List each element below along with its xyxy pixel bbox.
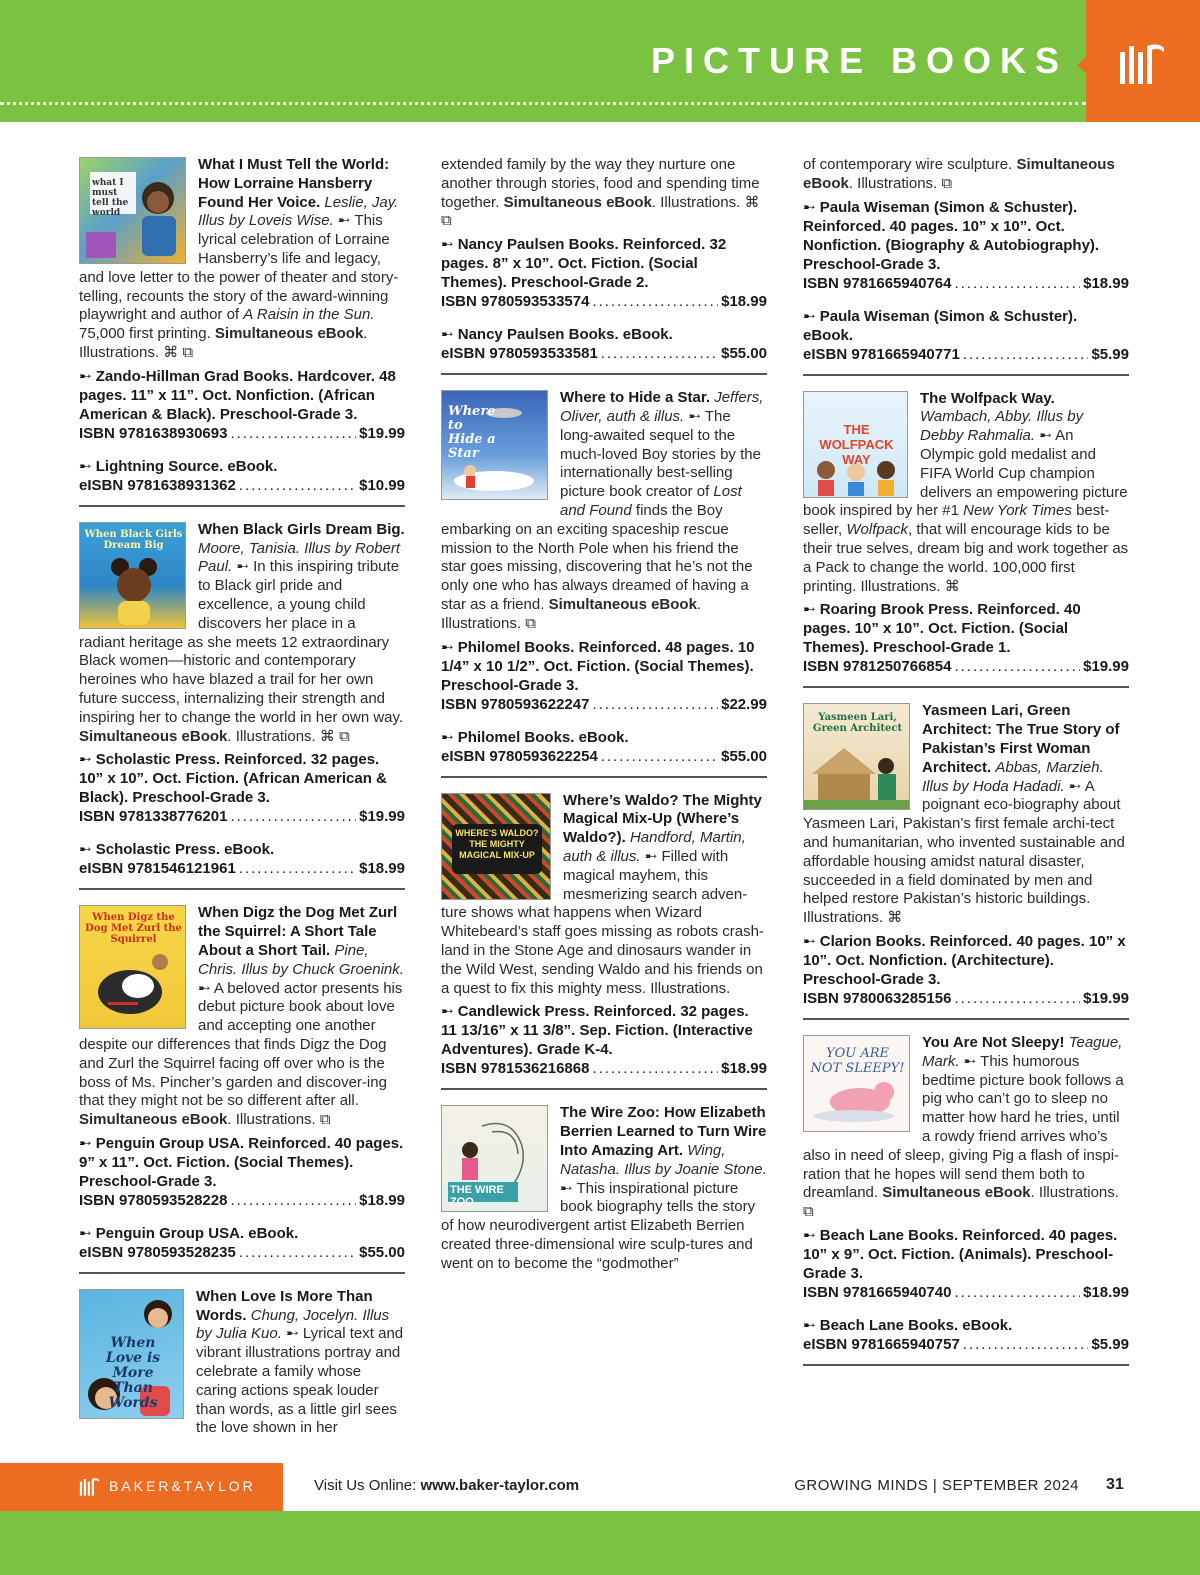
simultaneous-ebook-label: Simultaneous eBook — [882, 1184, 1031, 1202]
book-entry-wire-zoo — [441, 1104, 767, 1273]
book-description: When Love is More Than Words When Love Is More Than Words. Chung, Jocelyn. Illus by Julia Kuo. ➸ Lyrical text and vibrant illustrations portray and celebrate a family whose caring actions speak louder than words, as a little girl sees the love shown in her — [79, 1288, 405, 1438]
book-author: Pine, Chris. Illus by Chuck Groenink. — [198, 941, 404, 978]
format-line: ➸ Nancy Paulsen Books. eBook. — [441, 326, 673, 344]
price: $22.99 — [721, 695, 767, 713]
format-line: ➸ Beach Lane Books. Reinforced. 40 pages. 10” x 9”. Oct. Fiction. (Animals). Preschool-Grade 3. — [803, 1226, 1118, 1282]
cover-text: Where to Hide a Star — [448, 404, 496, 462]
book-author: Handford, Martin, auth & illus. — [563, 829, 746, 865]
cover-text: When Black Girls Dream Big — [84, 528, 183, 551]
book-cover-lari[interactable] — [803, 703, 910, 810]
isbn-line: ISBN 9780593622247 ..... $22.99 — [441, 695, 767, 714]
entry-divider — [79, 505, 405, 507]
arrow-icon: ➸ — [1068, 777, 1082, 795]
format-line: ➸ Roaring Brook Press. Reinforced. 40 pages. 10” x 10”. Oct. Fiction. (Social Themes). Preschool-Grade 1. — [803, 601, 1081, 657]
price: $55.00 — [721, 747, 767, 765]
arrow-icon: ➸ — [644, 847, 658, 865]
logo-tab — [1086, 0, 1200, 122]
isbn-line: ISBN 9781536216868 ..... $18.99 — [441, 1059, 767, 1078]
arrow-icon: ➸ — [79, 457, 96, 475]
price: $18.99 — [359, 1191, 405, 1209]
arrow-icon: ➸ — [1039, 427, 1052, 445]
cover-text: Yasmeen Lari, Green Architect — [812, 712, 903, 735]
arrow-icon: ➸ — [963, 1052, 977, 1070]
book-entry-wolfpack — [803, 390, 1129, 677]
isbn-line: ISBN 9781665940764 ..... $18.99 — [803, 274, 1129, 293]
isbn-line: eISBN 9781546121961 ..... $18.99 — [79, 859, 405, 878]
isbn-line: ISBN 9780593533574 ..... $18.99 — [441, 292, 767, 311]
format-line: ➸ Penguin Group USA. eBook. — [79, 1224, 299, 1242]
book-description: WHERE'S WALDO? THE MIGHTY MAGICAL MIX-UP Where’s Waldo? The Mighty Magical Mix-Up (Where’s Waldo?). Handford, Martin, auth & illus. ➸ Filled with magical mayhem, this mesmerizing search adven-ture shows what happens when Wizard Whitebeard’s staff goes missing as robots crash-land in the Stone Age and dinosaurs wander in the Wild West, sending Waldo and his friends on a quest to fix this mighty mess. Illustrations. — [441, 791, 764, 997]
arrow-icon: ➸ — [803, 1226, 820, 1244]
arrow-icon: ➸ — [803, 932, 820, 950]
format-icons: ⧉ — [941, 174, 953, 192]
price: $18.99 — [721, 1060, 767, 1078]
book-description: Where to Hide a Star Where to Hide a Star. Jeffers, Oliver, auth & illus. ➸ The long-awaited sequel to the much-loved Boy stories by the internationally best-selling picture book creator of Lost and Found finds the Boy embarking on an exciting spaceship rescue mission to the North Pole when his friend the star goes missing, discovering that he’s not the only one who has always dreamed of having a star as a friend. Simultaneous eBook. Illustrations. ⧉ — [441, 389, 764, 632]
price: $18.99 — [1083, 274, 1129, 292]
format-line: ➸ Scholastic Press. Reinforced. 32 pages. 10” x 10”. Oct. Fiction. (African American & Black). Preschool-Grade 3. — [79, 751, 387, 807]
arrow-icon: ➸ — [198, 979, 211, 997]
book-author: Teague, Mark. — [922, 1033, 1123, 1070]
isbn-line: ISBN 9781665940740 ..... $18.99 — [803, 1283, 1129, 1302]
arrow-icon: ➸ — [803, 307, 820, 325]
arrow-icon: ➸ — [441, 728, 458, 746]
website-link[interactable]: www.baker-taylor.com — [420, 1477, 580, 1494]
format-line: ➸ Nancy Paulsen Books. Reinforced. 32 pages. 8” x 10”. Oct. Fiction. (Social Themes). Preschool-Grade 2. — [441, 236, 727, 292]
price: $18.99 — [359, 860, 405, 878]
format-line: ➸ Philomel Books. eBook. — [441, 728, 629, 746]
entry-divider — [803, 1018, 1129, 1020]
header-dotted-rule — [0, 102, 1086, 105]
book-title: When Black Girls Dream Big. — [198, 520, 405, 538]
format-line: ➸ Scholastic Press. eBook. — [79, 841, 275, 859]
entry-divider — [79, 1272, 405, 1274]
baker-taylor-logo-icon — [1118, 40, 1168, 84]
arrow-icon: ➸ — [803, 198, 820, 216]
book-description: When Black Girls Dream Big When Black Girls Dream Big. Moore, Tanisia. Illus by Robert Paul. ➸ In this inspiring tribute to Black girl pride and excellence, a young child discovers her place in a radiant heritage as she meets 12 extraordinary Black women—historic and contemporary heroines who have blazed a trail for her own future success, internalizing their strength and inspiring her to change the world in her own way. Simultaneous eBook. Illustrations. ⌘ ⧉ — [79, 520, 405, 745]
price: $5.99 — [1091, 345, 1129, 363]
bottom-green-band — [0, 1511, 1200, 1575]
price: $5.99 — [1091, 1335, 1129, 1353]
isbn-line: ISBN 9781338776201 ..... $19.99 — [79, 807, 405, 826]
page-number: 31 — [1106, 1476, 1124, 1493]
arrow-icon: ➸ — [688, 407, 701, 425]
format-icons: ⌘ ⧉ — [441, 193, 760, 230]
arrow-icon: ➸ — [79, 1134, 96, 1152]
baker-taylor-logo-icon — [79, 1475, 101, 1497]
book-cover-wire-zoo[interactable] — [441, 1105, 548, 1212]
isbn-line: ISBN 9781638930693 ..... $19.99 — [79, 424, 405, 443]
entry-divider — [441, 1088, 767, 1090]
arrow-icon: ➸ — [441, 326, 458, 344]
book-description: When Digz the Dog Met Zurl the Squirrel When Digz the Dog Met Zurl the Squirrel: A Short Tale About a Short Tail. Pine, Chris. Illus by Chuck Groenink. ➸ A beloved actor presents his debut picture book about love and accepting one another despite our differences that finds Digz the Dog and Zurl the Squirrel facing off over who is the boss of Ms. Pincher’s garden and discover-ing that they might not be so different after all. Simultaneous eBook. Illustrations. ⧉ — [79, 904, 404, 1129]
book-author: Wambach, Abby. Illus by Debby Rahmalia. — [920, 408, 1084, 445]
arrow-icon: ➸ — [441, 236, 458, 254]
simultaneous-ebook-label: Simultaneous eBook — [503, 193, 652, 211]
section-title: PICTURE BOOKS — [650, 40, 1068, 81]
book-entry-digz — [79, 904, 405, 1262]
price: $55.00 — [721, 345, 767, 363]
book-description: THE WOLFPACK WAY The Wolfpack Way. Wambach, Abby. Illus by Debby Rahmalia. ➸ An Olympic gold medalist and FIFA World Cup champion delivers an empowering picture book inspired by her #1 New York Times best-seller, Wolfpack, that will encourage kids to be their true selves, dream big and work together as a Pack to change the world. 100,000 first printing. Illustrations. ⌘ — [803, 389, 1129, 595]
format-icons: ⌘ — [944, 577, 960, 595]
visit-us-online: Visit Us Online: www.baker-taylor.com — [314, 1477, 580, 1494]
book-entry-star — [441, 389, 767, 765]
isbn-line: ISBN 9780593528228 ..... $18.99 — [79, 1191, 405, 1210]
simultaneous-ebook-label: Simultaneous eBook — [803, 156, 1115, 192]
book-entry-love-continued — [441, 156, 767, 363]
book-author: Moore, Tanisia. Illus by Robert Paul. — [198, 539, 401, 576]
book-title: When Digz the Dog Met Zurl the Squirrel: A Short Tale About a Short Tail. — [198, 904, 398, 959]
book-author: Wing, Natasha. Illus by Joanie Stone. — [560, 1141, 767, 1178]
price: $10.99 — [359, 476, 405, 494]
isbn-line: eISBN 9781638931362 ..... $10.99 — [79, 476, 405, 495]
book-entry-black-girls — [79, 521, 405, 879]
book-title: Where to Hide a Star. — [560, 389, 711, 407]
book-cover-sleepy[interactable] — [803, 1035, 910, 1132]
footer-brand-band — [0, 1463, 283, 1511]
entry-divider — [803, 1364, 1129, 1366]
simultaneous-ebook-label: Simultaneous eBook — [548, 595, 697, 613]
arrow-icon: ➸ — [803, 1316, 820, 1334]
book-entry-wire-zoo-continued — [803, 156, 1129, 364]
isbn-line: eISBN 9781665940771 ..... $5.99 — [803, 345, 1129, 364]
book-cover-love[interactable] — [79, 1289, 184, 1419]
book-description-continued: of contemporary wire sculpture. Simultaneous eBook. Illustrations. ⧉ — [803, 156, 1115, 192]
page-footer — [0, 1463, 1200, 1511]
format-icons: ⌘ ⧉ — [163, 343, 194, 361]
cover-text: what I must tell the world — [92, 178, 129, 218]
arrow-icon: ➸ — [236, 558, 249, 576]
footer-brand — [79, 1475, 256, 1497]
format-icons: ⧉ — [803, 1203, 814, 1221]
book-entry-waldo — [441, 792, 767, 1079]
format-icons: ⧉ — [525, 614, 536, 632]
book-title: What I Must Tell the World: How Lorraine Hansberry Found Her Voice. — [198, 156, 390, 211]
format-line: ➸ Lightning Source. eBook. — [79, 457, 278, 475]
book-author: Leslie, Jay. Illus by Loveis Wise. — [198, 193, 399, 230]
book-description: YOU ARE NOT SLEEPY! You Are Not Sleepy! Teague, Mark. ➸ This humorous bedtime picture book follows a pig who can’t go to sleep no matter how hard he tries, until a rowdy friend arrives who’s also in need of sleep, giving Pig a flash of inspi-ration that he hopes will send them both to dreamland. Simultaneous eBook. Illustrations. ⧉ — [803, 1033, 1124, 1221]
isbn-line: eISBN 9780593622254 ..... $55.00 — [441, 747, 767, 766]
cover-text: THE WOLFPACK WAY — [819, 421, 894, 467]
price: $19.99 — [1083, 658, 1129, 676]
cover-text: When Digz the Dog Met Zurl the Squirrel — [85, 912, 182, 946]
entry-divider — [803, 374, 1129, 376]
book-description: Yasmeen Lari, Green Architect Yasmeen Lari, Green Architect: The True Story of Pakistan’s First Woman Architect. Abbas, Marzieh. Illus by Hoda Hadadi. ➸ A poignant eco-biography about Yasmeen Lari, Pakistan’s first female archi-tect and humanitarian, who invented sustainable and affordable housing amidst natural disaster, succeeded in a field dominated by men and helped restore Pakistan’s historic buildings. Illustrations. ⌘ — [803, 702, 1125, 927]
book-cover-waldo[interactable] — [441, 793, 551, 900]
book-cover-wolfpack[interactable] — [803, 391, 908, 498]
price: $18.99 — [1083, 1283, 1129, 1301]
book-author: Chung, Jocelyn. Illus by Julia Kuo. — [196, 1306, 390, 1343]
book-title: The Wire Zoo: How Elizabeth Berrien Learned to Turn Wire Into Amazing Art. — [560, 1104, 767, 1159]
brand-name: BAKER&TAYLOR — [109, 1478, 256, 1494]
isbn-line: eISBN 9780593533581 ..... $55.00 — [441, 344, 767, 363]
isbn-line: eISBN 9780593528235 ..... $55.00 — [79, 1243, 405, 1262]
format-line: ➸ Penguin Group USA. Reinforced. 40 pages. 9” x 11”. Oct. Fiction. (Social Themes). Preschool-Grade 3. — [79, 1134, 404, 1190]
isbn-line: ISBN 9780063285156 ..... $19.99 — [803, 989, 1129, 1008]
isbn-line: ISBN 9781250766854 ..... $19.99 — [803, 657, 1129, 676]
simultaneous-ebook-label: Simultaneous eBook — [79, 1111, 228, 1129]
arrow-icon: ➸ — [79, 751, 96, 769]
arrow-icon: ➸ — [441, 1003, 458, 1021]
price: $19.99 — [1083, 989, 1129, 1007]
price: $19.99 — [359, 808, 405, 826]
arrow-icon: ➸ — [286, 1325, 299, 1343]
book-author: Jeffers, Oliver, auth & illus. — [560, 389, 764, 425]
arrow-icon: ➸ — [79, 367, 96, 385]
column-1 — [79, 156, 405, 1438]
book-entry-hansberry — [79, 156, 405, 495]
format-line: ➸ Zando-Hillman Grad Books. Hardcover. 48 pages. 11” x 11”. Oct. Nonfiction. (African American & Black). Preschool-Grade 3. — [79, 367, 396, 423]
price: $55.00 — [359, 1243, 405, 1261]
book-title: Where’s Waldo? The Mighty Magical Mix-Up (Where’s Waldo?). — [563, 791, 762, 847]
book-title: The Wolfpack Way. — [920, 389, 1055, 407]
entry-divider — [79, 888, 405, 890]
book-title: When Love Is More Than Words. — [196, 1287, 373, 1324]
cover-text: When Love is More Than Words — [105, 1334, 161, 1411]
format-icons: ⌘ ⧉ — [319, 727, 350, 745]
book-entry-love — [79, 1288, 405, 1438]
format-line: ➸ Beach Lane Books. eBook. — [803, 1316, 1013, 1334]
arrow-icon: ➸ — [441, 638, 458, 656]
entry-divider — [441, 776, 767, 778]
arrow-icon: ➸ — [337, 212, 351, 230]
book-description: THE WIRE ZOO The Wire Zoo: How Elizabeth Berrien Learned to Turn Wire Into Amazing Art. Wing, Natasha. Illus by Joanie Stone. ➸ This inspirational picture book biography tells the story of how neurodivergent artist Elizabeth Berrien created three-dimensional wire sculp-tures and went on to become the “godmother” — [441, 1104, 767, 1272]
book-description-continued: extended family by the way they nurture one another through stories, food and spending time together. Simultaneous eBook. Illustrations. ⌘ ⧉ — [441, 156, 760, 230]
column-2 — [441, 156, 767, 1273]
price: $18.99 — [721, 293, 767, 311]
book-cover-black-girls[interactable] — [79, 522, 186, 629]
book-description: what I must tell the world What I Must Tell the World: How Lorraine Hansberry Found Her Voice. Leslie, Jay. Illus by Loveis Wise. ➸ This lyrical celebration of Lorraine Hansberry’s life and legacy, and love letter to the power of theater and story-telling, recounts the story of the award-winning playwright and author of A Raisin in the Sun. 75,000 first printing. Simultaneous eBook. Illustrations. ⌘ ⧉ — [79, 156, 399, 361]
simultaneous-ebook-label: Simultaneous eBook — [79, 727, 228, 745]
book-title: You Are Not Sleepy! — [922, 1033, 1065, 1051]
isbn-line: eISBN 9781665940757 ..... $5.99 — [803, 1335, 1129, 1354]
cover-text: THE WIRE ZOO — [450, 1184, 504, 1209]
book-cover-digz[interactable] — [79, 905, 186, 1029]
page-header — [0, 0, 1200, 122]
book-cover-hansberry[interactable] — [79, 157, 186, 264]
arrow-icon: ➸ — [79, 1224, 96, 1242]
entry-divider — [441, 373, 767, 375]
price: $19.99 — [359, 424, 405, 442]
format-line: ➸ Paula Wiseman (Simon & Schuster). eBook. — [803, 307, 1078, 344]
arrow-icon: ➸ — [560, 1179, 573, 1197]
format-icons: ⧉ — [319, 1111, 331, 1129]
format-line: ➸ Philomel Books. Reinforced. 48 pages. 10 1/4” x 10 1/2”. Oct. Fiction. (Social Themes). Preschool-Grade 3. — [441, 638, 755, 694]
issue-label: GROWING MINDS | SEPTEMBER 2024 — [794, 1477, 1079, 1494]
book-entry-sleepy — [803, 1034, 1129, 1354]
format-line: ➸ Clarion Books. Reinforced. 40 pages. 10” x 10”. Oct. Nonfiction. (Architecture). Preschool-Grade 3. — [803, 932, 1126, 988]
book-author: Abbas, Marzieh. Illus by Hoda Hadadi. — [922, 758, 1104, 795]
column-3 — [803, 156, 1129, 1380]
book-cover-star[interactable] — [441, 390, 548, 500]
arrow-icon: ➸ — [79, 841, 96, 859]
format-icons: ⌘ — [887, 909, 903, 927]
cover-text: YOU ARE NOT SLEEPY! — [810, 1045, 905, 1076]
arrow-icon: ➸ — [803, 601, 820, 619]
book-title: Yasmeen Lari, Green Architect: The True Story of Pakistan’s First Woman Architect. — [922, 702, 1120, 776]
format-line: ➸ Candlewick Press. Reinforced. 32 pages. 11 13/16” x 11 3/8”. Sep. Fiction. (Interactive Adventures). Grade K-4. — [441, 1003, 753, 1059]
book-entry-lari — [803, 702, 1129, 1008]
cover-text: WHERE'S WALDO? THE MIGHTY MAGICAL MIX-UP — [455, 827, 539, 860]
entry-divider — [803, 686, 1129, 688]
simultaneous-ebook-label: Simultaneous eBook — [214, 325, 364, 343]
format-line: ➸ Paula Wiseman (Simon & Schuster). Reinforced. 40 pages. 10” x 10”. Oct. Nonfiction. (Biography & Autobiography). Preschool-Grade 3. — [803, 198, 1100, 273]
